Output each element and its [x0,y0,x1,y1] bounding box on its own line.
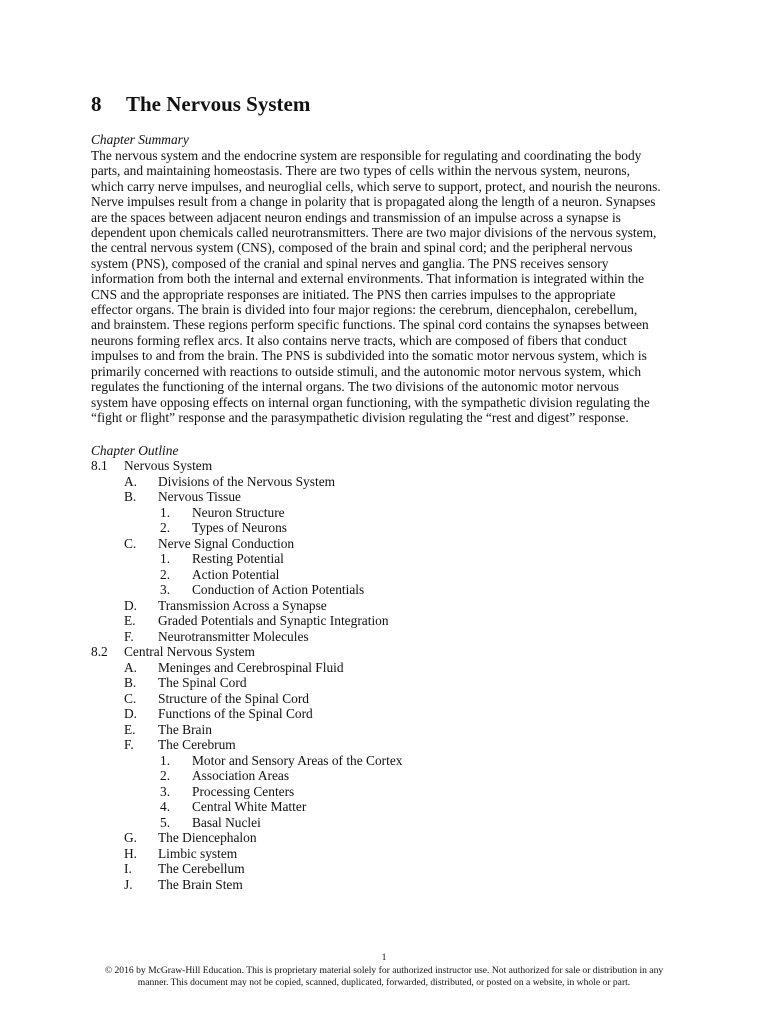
outline-item [91,660,651,676]
outline-item-text: The Brain Stem [158,876,243,892]
outline-item [91,784,651,800]
summary-line: effector organs. The brain is divided into four major regions: the cerebrum, diencephalon, cerebellum, [91,302,638,318]
outline-item [91,722,651,738]
outline-item-marker: D. [124,706,138,721]
summary-line: CNS and the appropriate responses are initiated. The PNS then carries impulses to the appropriate [91,286,616,302]
outline-item-text: Graded Potentials and Synaptic Integration [158,613,389,628]
chapter-title-text: The Nervous System [126,92,311,116]
outline-item-marker: 5. [160,814,171,830]
summary-line: system have opposing effects on internal organ functioning, with the sympathetic division regulating the [91,394,650,410]
outline-item [91,536,651,552]
outline-item [91,520,651,536]
outline-item-text: Basal Nuclei [192,814,261,830]
outline-item-text: Functions of the Spinal Cord [158,706,313,721]
outline-item [91,567,651,583]
summary-line: dependent upon chemicals called neurotransmitters. There are two major divisions of the nervous system, [91,225,657,241]
page-footer [40,952,728,989]
outline-item [91,675,651,691]
outline-item [91,768,651,784]
outline-item [91,861,651,877]
outline-item [91,877,651,893]
outline-item-text: Central Nervous System [124,644,255,659]
summary-line: neurons forming reflex arcs. It also contains nerve tracts, which are composed of fibers that conduct [91,332,627,348]
outline-item-text: Neurotransmitter Molecules [158,628,309,644]
outline-item-marker: 3. [160,582,171,597]
outline-item-marker: G. [124,830,138,845]
outline-item-text: The Spinal Cord [158,675,247,690]
outline-item-text: The Cerebellum [158,861,245,876]
outline-item [91,613,651,629]
outline-item-text: Processing Centers [192,783,295,799]
outline-item-text: Meninges and Cerebrospinal Fluid [158,659,344,675]
outline-item-marker: 8.2 [91,644,108,659]
outline-item-text: Types of Neurons [192,520,288,535]
outline-item [91,815,651,831]
chapter-outline [91,458,651,892]
outline-item-text: Nerve Signal Conduction [158,535,295,551]
outline-item-text: Resting Potential [192,551,284,566]
copyright-line-1: © 2016 by McGraw-Hill Education. This is proprietary material solely for authorized instructor use. Not authorized for sale or distribution in any [104,965,664,976]
outline-item-marker: 2. [160,768,171,783]
summary-heading: Chapter Summary [91,132,189,147]
summary-line: Nerve impulses result from a change in polarity that is propagated along the length of a neuron. Synapses [91,194,656,210]
outline-item-text: The Brain [158,721,212,737]
chapter-summary [91,148,681,425]
chapter-number: 8 [91,92,102,116]
outline-item [91,737,651,753]
outline-item-marker: J. [124,876,133,892]
outline-item-marker: E. [124,721,136,737]
outline-item [91,598,651,614]
summary-line: parts, and maintaining homeostasis. There are two types of cells within the nervous system, neurons, [91,163,630,179]
summary-line: impulses to and from the brain. The PNS is subdivided into the somatic motor nervous system, which is [91,348,647,364]
outline-item-text: Structure of the Spinal Cord [158,690,309,706]
outline-item [91,458,651,474]
summary-line: “fight or flight” response and the parasympathetic division regulating the “rest and digest” response. [91,409,629,425]
outline-item-marker: F. [124,628,134,644]
outline-item-marker: 2. [160,566,171,582]
outline-item-text: Neuron Structure [192,504,285,520]
outline-item-text: Association Areas [192,768,290,783]
outline-item [91,830,651,846]
summary-line: the central nervous system (CNS), composed of the brain and spinal cord; and the peripheral nervous [91,240,633,256]
outline-item-marker: A. [124,659,138,675]
outline-item-text: Transmission Across a Synapse [158,597,327,613]
outline-item-marker: B. [124,489,137,504]
outline-item [91,582,651,598]
outline-item-text: The Cerebrum [158,737,236,752]
outline-item-marker: D. [124,597,138,613]
outline-item-marker: 8.1 [91,458,108,473]
outline-item-text: Central White Matter [192,799,307,814]
outline-item [91,489,651,505]
summary-line: information from both the internal and external environments. That information is integrated within the [91,271,645,287]
outline-item-text: Nervous Tissue [158,489,241,504]
outline-item-marker: A. [124,473,138,489]
copyright-line-2: manner. This document may not be copied, scanned, duplicated, forwarded, distributed, or posted on a website, in whole or part. [137,977,631,988]
outline-item-marker: F. [124,737,134,752]
outline-item-marker: C. [124,690,137,706]
summary-line: The nervous system and the endocrine system are responsible for regulating and coordinating the body [91,148,642,163]
chapter-title [91,92,310,117]
outline-item-marker: E. [124,613,136,628]
outline-item-marker: 1. [160,504,171,520]
outline-item [91,551,651,567]
outline-item [91,474,651,490]
outline-item-marker: I. [124,861,132,876]
outline-item-text: Nervous System [124,458,213,473]
outline-item [91,505,651,521]
outline-item [91,706,651,722]
summary-line: and brainstem. These regions perform specific functions. The spinal cord contains the synapses between [91,317,649,333]
outline-item-text: Limbic system [158,845,238,861]
outline-item-marker: 3. [160,783,171,799]
outline-item [91,799,651,815]
outline-item [91,846,651,862]
outline-item-text: Conduction of Action Potentials [192,582,365,597]
outline-item-text: Divisions of the Nervous System [158,473,336,489]
outline-item-text: Action Potential [192,566,280,582]
summary-line: primarily concerned with reactions to outside stimuli, and the autonomic motor nervous system, which [91,363,642,379]
outline-item-marker: 4. [160,799,171,814]
outline-item [91,753,651,769]
outline-item-text: The Diencephalon [158,830,257,845]
outline-item [91,691,651,707]
outline-item-text: Motor and Sensory Areas of the Cortex [192,752,403,768]
summary-line: are the spaces between adjacent neuron endings and transmission of an impulse across a synapse is [91,209,621,225]
outline-item-marker: H. [124,845,138,861]
summary-line: regulates the functioning of the internal organs. The two divisions of the autonomic motor nervous [91,379,619,395]
outline-item-marker: 2. [160,520,171,535]
summary-line: system (PNS), composed of the cranial and spinal nerves and ganglia. The PNS receives sensory [91,255,609,271]
page-number: 1 [381,952,387,963]
outline-heading: Chapter Outline [91,443,179,458]
summary-line: which carry nerve impulses, and neuroglial cells, which serve to support, protect, and nourish the neurons. [91,178,661,194]
outline-item-marker: 1. [160,551,171,566]
outline-item-marker: 1. [160,752,171,768]
outline-item-marker: C. [124,535,137,551]
outline-item [91,644,651,660]
outline-item [91,629,651,645]
outline-item-marker: B. [124,675,137,690]
